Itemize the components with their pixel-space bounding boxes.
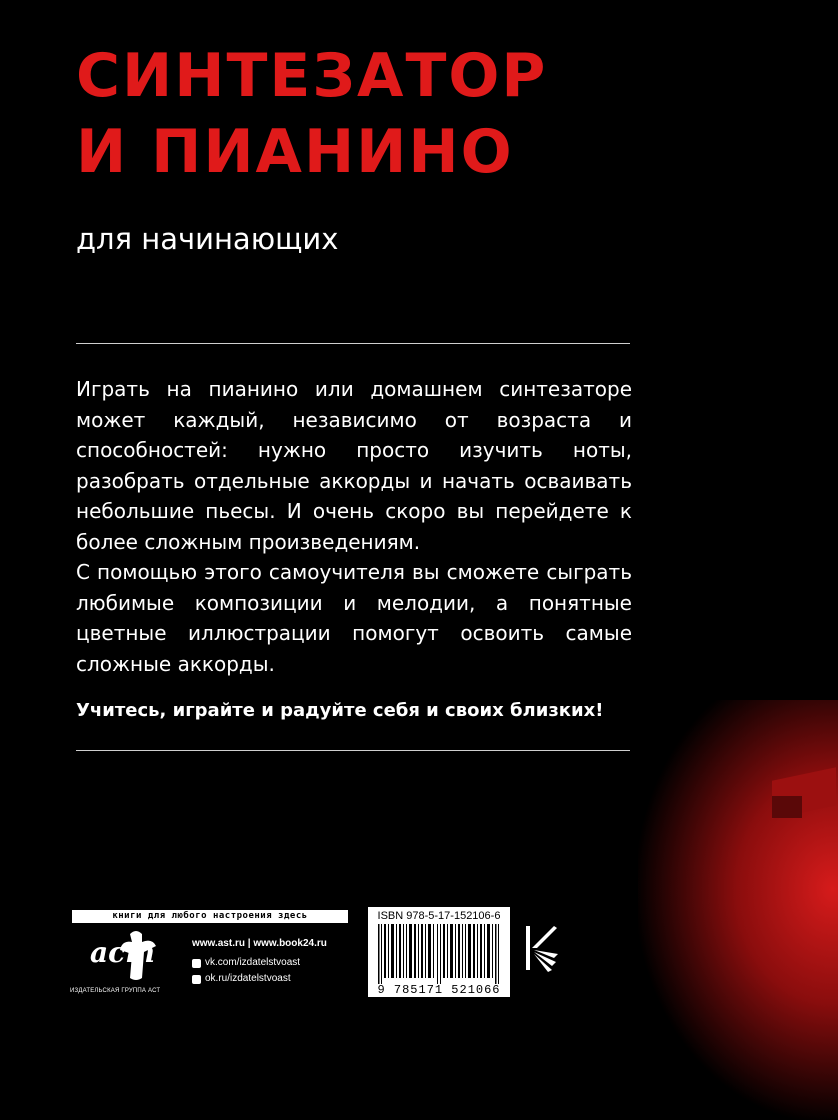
vk-icon: [192, 959, 201, 968]
publisher-caption: ИЗДАТЕЛЬСКАЯ ГРУППА АСТ: [70, 988, 161, 994]
book-subtitle: для начинающих: [76, 222, 339, 256]
publisher-links: [192, 936, 327, 987]
description-paragraph-1: Играть на пианино или домашнем синтезаторе может каждый, независимо от возраста и способностей: нужно просто изучить ноты, разобрать отдельные аккорды и начать осваивать небольшие пьесы. И очень скоро вы перейдете к более сложным произведениям.: [76, 377, 632, 554]
title-line-2: И ПИАНИНО: [76, 117, 514, 187]
description-paragraph-2: С помощью этого самоучителя вы сможете сыграть любимые композиции и мелодии, а понятные цветные иллюстрации помогут освоить самые сложные аккорды.: [76, 560, 632, 676]
description: [76, 374, 632, 679]
barcode-block: [368, 907, 510, 997]
ast-logo-text: аст: [90, 936, 155, 969]
barcode-icon: [376, 924, 502, 984]
websites[interactable]: [192, 936, 327, 952]
ok-icon: [192, 975, 201, 984]
divider-bottom: [76, 750, 630, 751]
divider-top: [76, 343, 630, 344]
red-glow-decoration: [638, 700, 838, 1120]
ok-link-text[interactable]: ok.ru/izdatelstvoast: [205, 973, 291, 984]
publisher-k-logo: [524, 924, 560, 974]
tagline-strip: книги для любого настроения здесь: [72, 910, 348, 923]
ean-text: 9 785171 521066: [377, 983, 501, 997]
title-line-1: СИНТЕЗАТОР: [76, 41, 548, 111]
vk-link-text[interactable]: vk.com/izdatelstvoast: [205, 957, 301, 968]
isbn-text: ISBN 978-5-17-152106-6: [377, 910, 501, 922]
slogan: Учитесь, играйте и радуйте себя и своих близких!: [76, 700, 604, 721]
vk-link[interactable]: [192, 955, 327, 971]
red-cube-face-decoration: [772, 796, 802, 818]
websites-text[interactable]: www.ast.ru | www.book24.ru: [192, 938, 327, 949]
ok-link[interactable]: [192, 971, 327, 987]
book-title: [76, 38, 776, 190]
